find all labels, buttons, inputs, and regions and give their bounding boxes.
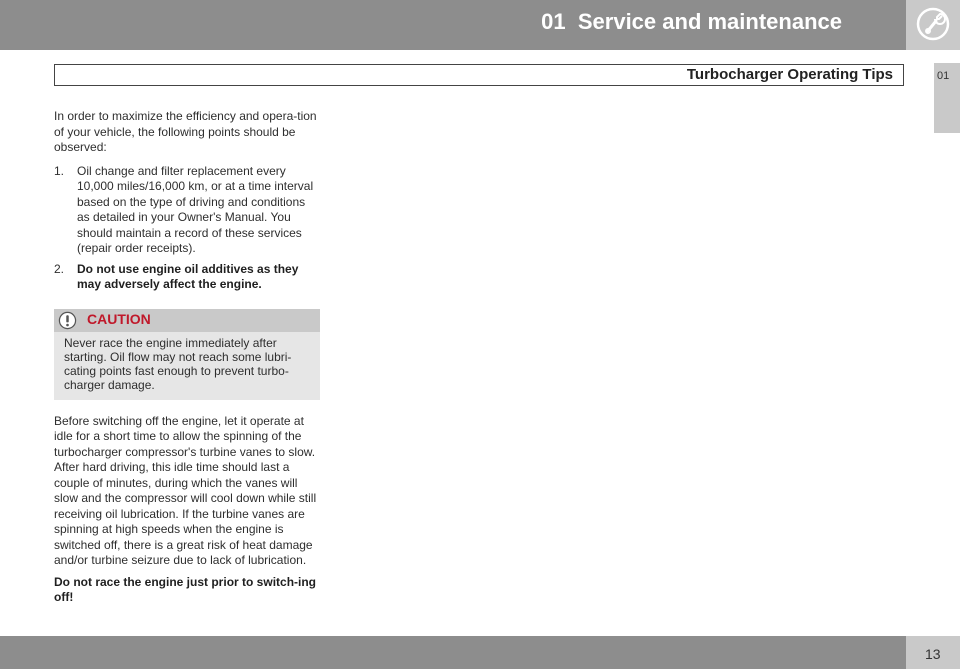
maintenance-list [54, 164, 320, 293]
warning-paragraph: Do not race the engine just prior to switch-ing off! [54, 574, 317, 604]
wrench-icon [915, 6, 951, 42]
list-item-number: 1. [54, 163, 65, 178]
section-header [54, 64, 904, 86]
caution-label: CAUTION [87, 310, 151, 327]
page-number-box [906, 636, 960, 669]
chapter-icon-box [906, 0, 960, 50]
chapter-title: 01 Service and maintenance [541, 9, 842, 34]
caution-text: Never race the engine immediately after starting. Oil flow may not reach some lubri-cating points fast enough to prevent turbo-charger damage. [64, 335, 292, 392]
caution-box [54, 309, 320, 400]
intro-paragraph: In order to maximize the efficiency and opera-tion of your vehicle, the following points should be observed: [54, 109, 317, 154]
main-content [54, 109, 320, 606]
page-number: 13 [925, 646, 941, 662]
list-item-text: Do not use engine oil additives as they may adversely affect the engine. [77, 261, 299, 291]
side-tab-label: 01 [937, 70, 950, 82]
section-title: Turbocharger Operating Tips [686, 66, 893, 83]
footer-bar [0, 636, 906, 669]
list-item-text: Oil change and filter replacement every 10,000 miles/16,000 km, or at a time interval based on the type of driving and conditions as detailed in your Owner's Manual. You should maintain a record of these services (repair order receipts). [77, 163, 314, 255]
header-bar [0, 0, 906, 50]
list-item-number: 2. [54, 261, 65, 276]
warning-icon [58, 311, 77, 330]
idle-paragraph: Before switching off the engine, let it operate at idle for a short time to allow the spinning of the turbocharger compressor's turbine vanes to slow. After hard driving, this idle time should last a couple of minutes, during which the vanes will slow and the compressor will cool down while still receiving oil lubrication. If the turbine vanes are spinning at high speeds when the engine is switched off, there is a great risk of heat damage and/or turbine seizure due to lack of lubrication. [54, 413, 317, 567]
side-tab[interactable] [934, 63, 960, 133]
caution-header [54, 309, 320, 332]
list-item [54, 164, 320, 257]
list-item [54, 262, 320, 293]
